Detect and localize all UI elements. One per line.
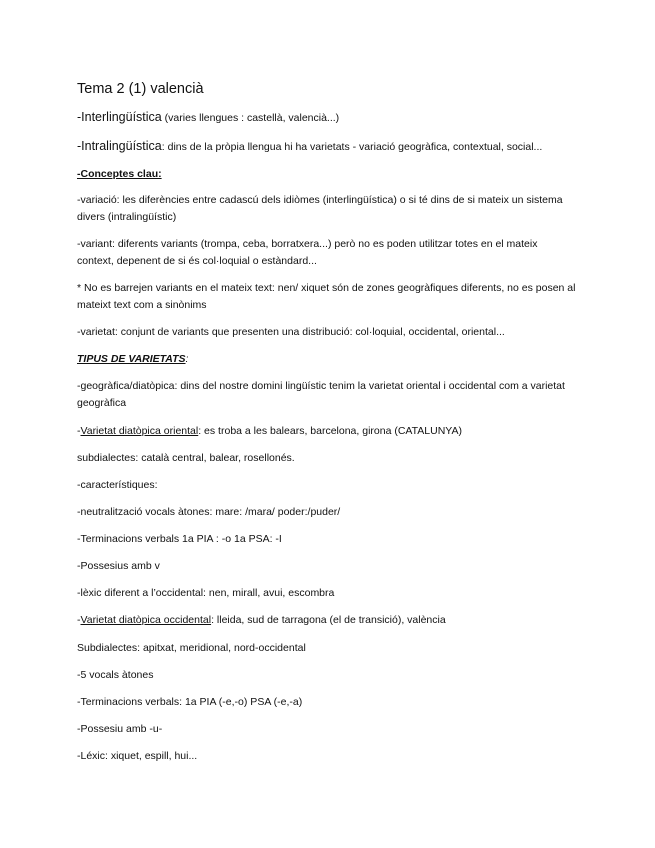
caracteristiques-line: -característiques: [77,479,158,491]
oriental-term: Varietat diatòpica oriental [80,425,199,437]
tipus-heading-colon: : [185,353,189,365]
intralinguistica-desc: : dins de la pròpia llengua hi ha varietats - variació geogràfica, contextual, social... [161,141,543,153]
varietat-paragraph: -varietat: conjunt de variants que presenten una distribució: col·loquial, occidental, oriental... [77,326,505,338]
variant-paragraph: -variant: diferents variants (trompa, ceba, borratxera...) però no es poden utilitzar totes en el mateix context, depenent de si és col·loquial o estàndard... [77,238,538,267]
no-barrejen-paragraph: * No es barrejen variants en el mateix text: nen/ xiquet són de zones geogràfiques diferents, no es posen al mateixt text com a sinònims [77,282,576,311]
interlinguistica-line [77,110,577,125]
terminacions-oriental-line: -Terminacions verbals 1a PIA : -o 1a PSA: -I [77,533,282,545]
variacio-paragraph: -variació: les diferències entre cadascú dels idiòmes (interlingüística) o si té dins de si mateix un sistema divers (intralingüístic) [77,194,563,223]
interlinguistica-term: -Interlingüística [77,110,162,124]
occidental-term: Varietat diatòpica occidental [80,614,212,626]
conceptes-heading: -Conceptes clau: [77,168,162,180]
subdialectes-oriental-line: subdialectes: català central, balear, rosellonés. [77,452,295,464]
intralinguistica-line [77,139,577,154]
lexic-occidental-line: -Léxic: xiquet, espill, hui... [77,750,198,762]
possesiu-line: -Possesiu amb -u- [77,723,163,735]
intralinguistica-term: -Intralingüística [77,139,162,153]
occidental-desc: : lleida, sud de tarragona (el de transició), valència [211,614,446,626]
geografica-paragraph: -geogràfica/diatòpica: dins del nostre domini lingüístic tenim la varietat oriental i occidental com a varietat geogràfica [77,380,565,409]
title-text: Tema 2 (1) valencià [77,81,204,97]
occidental-dash: - [77,614,81,626]
oriental-desc: : es troba a les balears, barcelona, girona (CATALUNYA) [198,425,463,437]
interlinguistica-desc: (varies llengues : castellà, valencià...) [161,112,340,124]
tipus-heading-text: TIPUS DE VARIETATS [77,353,186,365]
possesius-line: -Possesius amb v [77,560,160,572]
occidental-line [77,613,577,627]
page-title [77,80,577,98]
oriental-line [77,424,577,438]
neutralitzacio-line: -neutralització vocals àtones: mare: /mara/ poder:/puder/ [77,506,341,518]
vocals-line: -5 vocals àtones [77,669,154,681]
oriental-dash: - [77,425,81,437]
lexic-oriental-line: -lèxic diferent a l’occidental: nen, mirall, avui, escombra [77,587,335,599]
subdialectes-occidental-line: Subdialectes: apitxat, meridional, nord-occidental [77,642,306,654]
terminacions-occidental-line: -Terminacions verbals: 1a PIA (-e,-o) PSA (-e,-a) [77,696,303,708]
tipus-heading [77,352,577,366]
